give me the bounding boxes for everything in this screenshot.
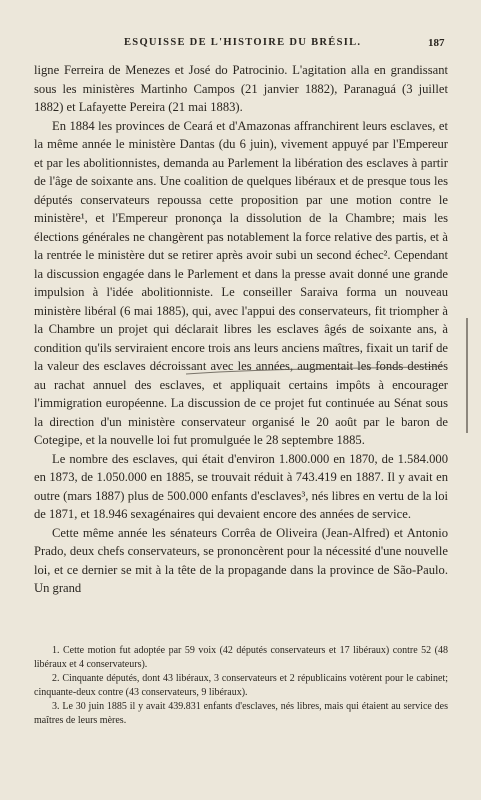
margin-pencil-mark [466,318,468,433]
paragraph-senators: Cette même année les sénateurs Corrêa de Oliveira (Jean-Alfred) et Antonio Prado, deux chefs conservateurs, se prononcèrent pour la nécessité d'une nouvelle loi, et ce dernier se mit à la tête de la propagande dans la province de São-Paulo. Un grand [34,525,448,595]
footnote-2: 2. Cinquante députés, dont 43 libéraux, 3 conservateurs et 2 républicains votèrent pour le cabinet; cinquante-deux contre (43 conservateurs, 9 libéraux). [34,673,448,698]
footnotes [34,644,448,728]
paragraph-slave-count: Le nombre des esclaves, qui était d'environ 1.800.000 en 1870, de 1.584.000 en 1873, de 1.050.000 en 1885, se trouvait réduit à 743.419 en 1887. Il y avait en outre (mars 1887) plus de 500.000 enfants d'esclaves³, nés libres en vertu de la loi de 1871, et 18.946 sexagénaires qui devaient encore des années de service. [34,451,448,521]
footnote-1: 1. Cette motion fut adoptée par 59 voix (42 députés conservateurs et 17 libéraux) contre 52 (48 libéraux et 4 conservateurs). [34,645,448,670]
body-text [34,61,448,598]
running-title: ESQUISSE DE L'HISTOIRE DU BRÉSIL. [124,37,362,48]
paragraph-1884: En 1884 les provinces de Ceará et d'Amazonas affranchirent leurs esclaves, et la même année le ministère Dantas (du 6 juin), vivement appuyé par l'Empereur et par les abolitionnistes, demanda au Parlement la libération des esclaves à partir de l'âge de soixante ans. Une coalition de quelques libéraux et de presque tous les députés conservateurs repoussa cette proposition par une motion contre le ministère¹, et l'Empereur prononça la dissolution de la Chambre; mais les élections générales ne changèrent pas notablement la force relative des partis, et à la rentrée le ministère dut se retirer après avoir subi un second échec². Cependant la discussion engagée dans le Parlement et dans la presse avait donné une grande impulsion à l'idée abolitionniste. Le conseiller Saraiva forma un nouveau ministère libéral (6 mai 1885), qui, avec l'appui des conservateurs, fit triompher à la Chambre un projet qui déclarait libres les esclaves âgés de soixante ans, à condition qu'ils serviraient encore trois ans leurs anciens maîtres, fixait un tarif de la valeur des esclaves décroissant avec les années, augmentait les fonds destinés au rachat annuel des esclaves, et appliquait certains impôts à encourager l'immigration européenne. La discussion de ce projet fut continuée au Sénat sous la direction d'un ministère conservateur organisé le 20 août par le baron de Cotegipe, et la nouvelle loi fut promulguée le 28 septembre 1885. [34,118,448,447]
page-number: 187 [428,37,445,49]
page-header [0,37,481,53]
paragraph-continued: ligne Ferreira de Menezes et José do Patrocinio. L'agitation alla en grandissant sous les ministères Martinho Campos (21 janvier 1882), Paranaguá (3 juillet 1882) et Lafayette Pereira (21 mai 1883). [34,63,448,114]
footnote-3: 3. Le 30 juin 1885 il y avait 439.831 enfants d'esclaves, nés libres, mais qui étaient au service des maîtres de leurs mères. [34,701,448,726]
